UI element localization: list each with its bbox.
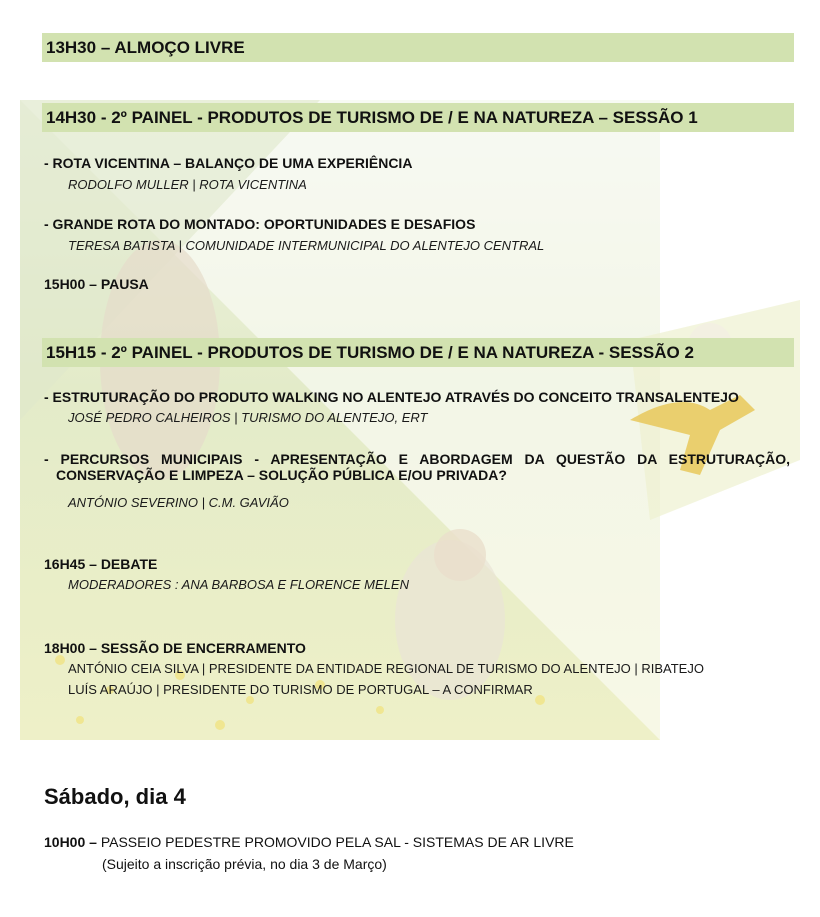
saturday-activity-time: 10H00 – xyxy=(44,834,97,850)
panel1-title-bar: 14H30 - 2º PAINEL - PRODUTOS DE TURISMO DE / E NA NATUREZA – SESSÃO 1 xyxy=(42,103,794,132)
agenda-item-speaker: ANTÓNIO SEVERINO | C.M. GAVIÃO xyxy=(68,495,289,510)
agenda-item-title: - ROTA VICENTINA – BALANÇO DE UMA EXPERIÊNCIA xyxy=(44,155,413,171)
agenda-item-speaker: RODOLFO MULLER | ROTA VICENTINA xyxy=(68,177,307,192)
debate-moderators: MODERADORES : ANA BARBOSA E FLORENCE MELEN xyxy=(68,577,409,592)
saturday-activity-text: PASSEIO PEDESTRE PROMOVIDO PELA SAL - SISTEMAS DE AR LIVRE xyxy=(96,834,574,850)
panel2-title-bar: 15H15 - 2º PAINEL - PRODUTOS DE TURISMO DE / E NA NATUREZA - SESSÃO 2 xyxy=(42,338,794,367)
agenda-item-title: - GRANDE ROTA DO MONTADO: OPORTUNIDADES E DESAFIOS xyxy=(44,216,476,232)
agenda-item-title-line1: - PERCURSOS MUNICIPAIS - APRESENTAÇÃO E ABORDAGEM DA QUESTÃO DA ESTRUTURAÇÃO, xyxy=(44,451,790,467)
agenda-item-speaker: TERESA BATISTA | COMUNIDADE INTERMUNICIPAL DO ALENTEJO CENTRAL xyxy=(68,238,545,253)
closing-title: 18H00 – SESSÃO DE ENCERRAMENTO xyxy=(44,640,306,656)
agenda-item-speaker: JOSÉ PEDRO CALHEIROS | TURISMO DO ALENTEJO, ERT xyxy=(68,410,428,425)
saturday-activity-note: (Sujeito a inscrição prévia, no dia 3 de Março) xyxy=(102,856,387,872)
pause-label: 15H00 – PAUSA xyxy=(44,276,149,292)
closing-speaker: ANTÓNIO CEIA SILVA | PRESIDENTE DA ENTIDADE REGIONAL DE TURISMO DO ALENTEJO | RIBATEJO xyxy=(68,661,704,676)
closing-speaker: LUÍS ARAÚJO | PRESIDENTE DO TURISMO DE PORTUGAL – A CONFIRMAR xyxy=(68,682,533,697)
debate-title: 16H45 – DEBATE xyxy=(44,556,158,572)
agenda-item-title xyxy=(44,451,790,483)
day-heading: Sábado, dia 4 xyxy=(44,784,186,809)
agenda-item-title: - ESTRUTURAÇÃO DO PRODUTO WALKING NO ALENTEJO ATRAVÉS DO CONCEITO TRANSALENTEJO xyxy=(44,389,739,405)
saturday-activity xyxy=(44,834,574,850)
agenda-item-title-line2: CONSERVAÇÃO E LIMPEZA – SOLUÇÃO PÚBLICA E/OU PRIVADA? xyxy=(56,467,507,483)
lunch-bar: 13H30 – ALMOÇO LIVRE xyxy=(42,33,794,62)
walking-figure-logo xyxy=(590,300,800,520)
